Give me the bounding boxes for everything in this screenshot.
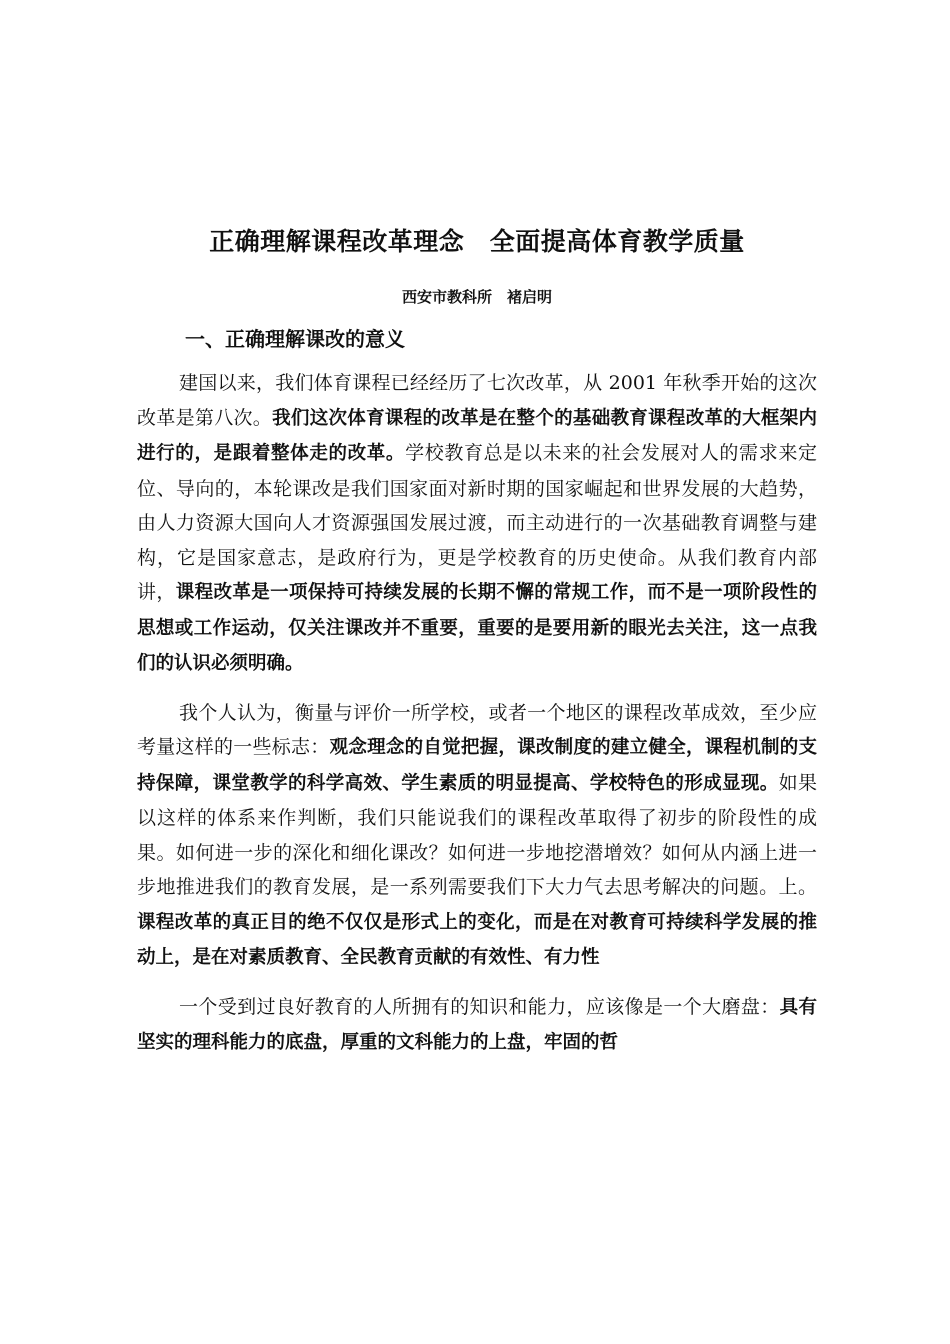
paragraph-3 — [137, 990, 817, 1061]
paragraph-2-text-2: 如果以这样的体系来作判断，我们只能说我们的课程改革取得了初步的阶段性的成果。如何进一步的深化和细化课改？如何进一步地挖潜增效？如何从内涵上进一步地推进我们的教育发展，是一系列需要我们下大力气去思考解决的问题。上。 — [137, 771, 817, 898]
paragraph-3-text-1: 一个受到过良好教育的人所拥有的知识和能力，应该像是一个大磨盘： — [179, 995, 780, 1018]
section-heading: 一、正确理解课改的意义 — [185, 327, 405, 351]
page-title: 正确理解课程改革理念 全面提高体育教学质量 — [209, 227, 745, 256]
author-byline: 西安市教科所 褚启明 — [401, 288, 552, 306]
paragraph-1 — [137, 366, 817, 682]
paragraph-2-bold-1: 观念理念的自觉把握，课改制度的建立健全，课程机制的支持保障，课堂教学的科学高效、学生素质的明显提高、学校特色的形成显现。 — [137, 737, 817, 794]
paragraph-1-text-2: 学校教育总是以未来的社会发展对人的需求来定位、导向的，本轮课改是我们国家面对新时期的国家崛起和世界发展的大趋势，由人力资源大国向人才资源强国发展过渡，而主动进行的一次基础教育调整与建构，它是国家意志，是政府行为，更是学校教育的历史使命。从我们教育内部讲， — [137, 442, 817, 603]
paragraph-1-text-1: 建国以来，我们体育课程已经经历了七次改革，从 2001 年秋季开始的这次改革是第八次。 — [137, 372, 817, 429]
paragraph-2-text-1: 我个人认为，衡量与评价一所学校，或者一个地区的课程改革成效，至少应考量这样的一些标志： — [137, 701, 817, 758]
document-body — [137, 224, 817, 1061]
paragraph-2 — [137, 696, 817, 976]
paragraph-2-bold-2: 课程改革的真正目的绝不仅仅是形式上的变化，而是在对教育可持续科学发展的推动上，是在对素质教育、全民教育贡献的有效性、有力性 — [137, 911, 817, 968]
paragraph-1-bold-1: 我们这次体育课程的改革是在整个的基础教育课程改革的大框架内进行的，是跟着整体走的改革。 — [137, 407, 817, 464]
paragraph-3-bold-1: 具有坚实的理科能力的底盘，厚重的文科能力的上盘，牢固的哲 — [137, 996, 817, 1053]
paragraph-1-bold-2: 课程改革是一项保持可持续发展的长期不懈的常规工作，而不是一项阶段性的思想或工作运动，仅关注课改并不重要，重要的是要用新的眼光去关注，这一点我们的认识必须明确。 — [137, 582, 817, 674]
